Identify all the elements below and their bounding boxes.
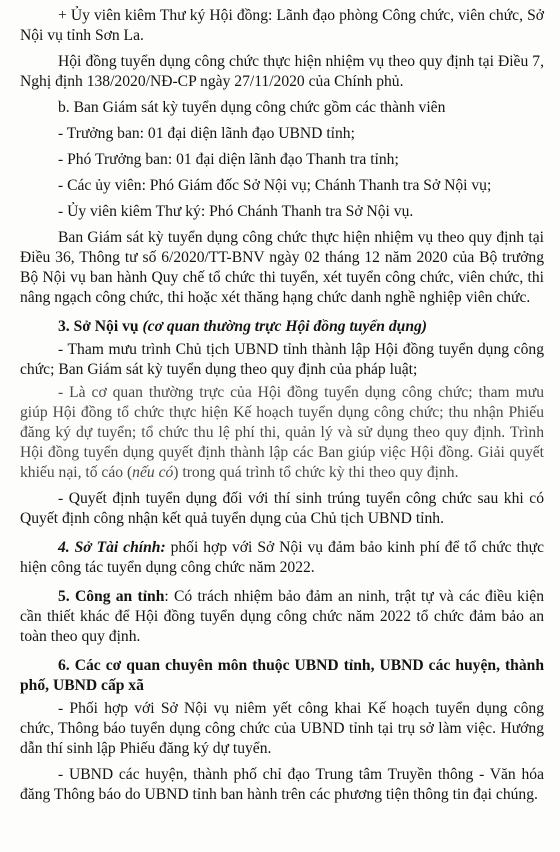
section-3-item-3: - Quyết định tuyển dụng đối với thí sinh trúng tuyển công chức sau khi có Quyết định công nhận kết quả tuyển dụng của Chủ tịch UBND tỉnh. — [20, 490, 544, 527]
section-3-item-2 — [20, 383, 544, 483]
section-3-item-1: - Tham mưu trình Chủ tịch UBND tỉnh thành lập Hội đồng tuyển dụng công chức; Ban Giám sát kỳ tuyển dụng theo quy định của pháp luật; — [20, 341, 544, 378]
section-5 — [20, 587, 544, 647]
section-5-text: : Có trách nhiệm bảo đảm an ninh, trật tự và các điều kiện cần thiết khác để Hội đồng tuyển dụng công chức năm 2022 tổ chức đảm bảo an toàn theo quy định. — [20, 588, 544, 645]
section-4-text: phối hợp với Sở Nội vụ đảm bảo kinh phí để tổ chức thực hiện công tác tuyển dụng công chức năm 2022. — [20, 539, 544, 576]
paragraph-council-duties: Hội đồng tuyển dụng công chức thực hiện nhiệm vụ theo quy định tại Điều 7, Nghị định 138/2020/NĐ-CP ngày 27/11/2020 của Chính phủ. — [20, 53, 544, 90]
section-5-title: 5. Công an tỉnh — [58, 588, 165, 605]
paragraph-supervision-board: b. Ban Giám sát kỳ tuyển dụng công chức gồm các thành viên — [58, 99, 446, 116]
paragraph-members: - Các ủy viên: Phó Giám đốc Sở Nội vụ; Chánh Thanh tra Sở Nội vụ; — [58, 177, 492, 194]
section-6-heading: 6. Các cơ quan chuyên môn thuộc UBND tỉnh, UBND các huyện, thành phố, UBND cấp xã — [20, 657, 544, 694]
section-3-note: (cơ quan thường trực Hội đồng tuyển dụng) — [142, 318, 428, 335]
paragraph-secretary: + Ủy viên kiêm Thư ký Hội đồng: Lãnh đạo phòng Công chức, viên chức, Sở Nội vụ tỉnh Sơn La. — [20, 7, 544, 44]
paragraph-deputy-head: - Phó Trưởng ban: 01 đại diện lãnh đạo Thanh tra tỉnh; — [58, 151, 399, 168]
section-3-item-2-italic: nếu có — [132, 464, 174, 481]
section-4 — [20, 538, 544, 578]
section-6-item-1: - Phối hợp với Sở Nội vụ niêm yết công khai Kế hoạch tuyển dụng công chức, Thông báo tuyển dụng công chức của UBND tỉnh tại trụ sở làm việc. Hướng dẫn thí sinh lập Phiếu đăng ký dự tuyển. — [20, 700, 544, 757]
section-4-title: 4. Sở Tài chính: — [58, 539, 166, 556]
paragraph-board-secretary: - Ủy viên kiêm Thư ký: Phó Chánh Thanh tra Sở Nội vụ. — [58, 203, 414, 220]
section-3-item-2-text: - Là cơ quan thường trực của Hội đồng tuyển dụng công chức; tham mưu giúp Hội đồng tổ chức thực hiện Kế hoạch tuyển dụng công chức; thu nhận Phiếu đăng ký dự tuyển; tổ chức thu lệ phí thi, quản lý và sử dụng theo quy định. Trình Hội đồng tuyển dụng quyết định thành lập các Ban giúp việc Hội đồng. Giải quyết khiếu nại, tố cáo ( — [20, 384, 544, 481]
section-3-title: 3. Sở Nội vụ — [58, 318, 139, 335]
section-6-item-2: - UBND các huyện, thành phố chỉ đạo Trung tâm Truyền thông - Văn hóa đăng Thông báo do UBND tỉnh ban hành trên các phương tiện thông tin đại chúng. — [20, 766, 544, 803]
paragraph-head: - Trưởng ban: 01 đại diện lãnh đạo UBND tỉnh; — [58, 125, 355, 142]
section-3-heading — [20, 317, 544, 337]
section-3-item-2-tail: ) trong quá trình tổ chức kỳ thi theo quy định. — [173, 464, 459, 481]
paragraph-board-duties: Ban Giám sát kỳ tuyển dụng công chức thực hiện nhiệm vụ theo quy định tại Điều 36, Thông tư số 6/2020/TT-BNV ngày 02 tháng 12 năm 2020 của Bộ trưởng Bộ Nội vụ ban hành Quy chế tổ chức thi tuyển, xét tuyển công chức, viên chức, thi nâng ngạch công chức, thi hoặc xét thăng hạng chức danh nghề nghiệp viên chức. — [20, 229, 544, 306]
